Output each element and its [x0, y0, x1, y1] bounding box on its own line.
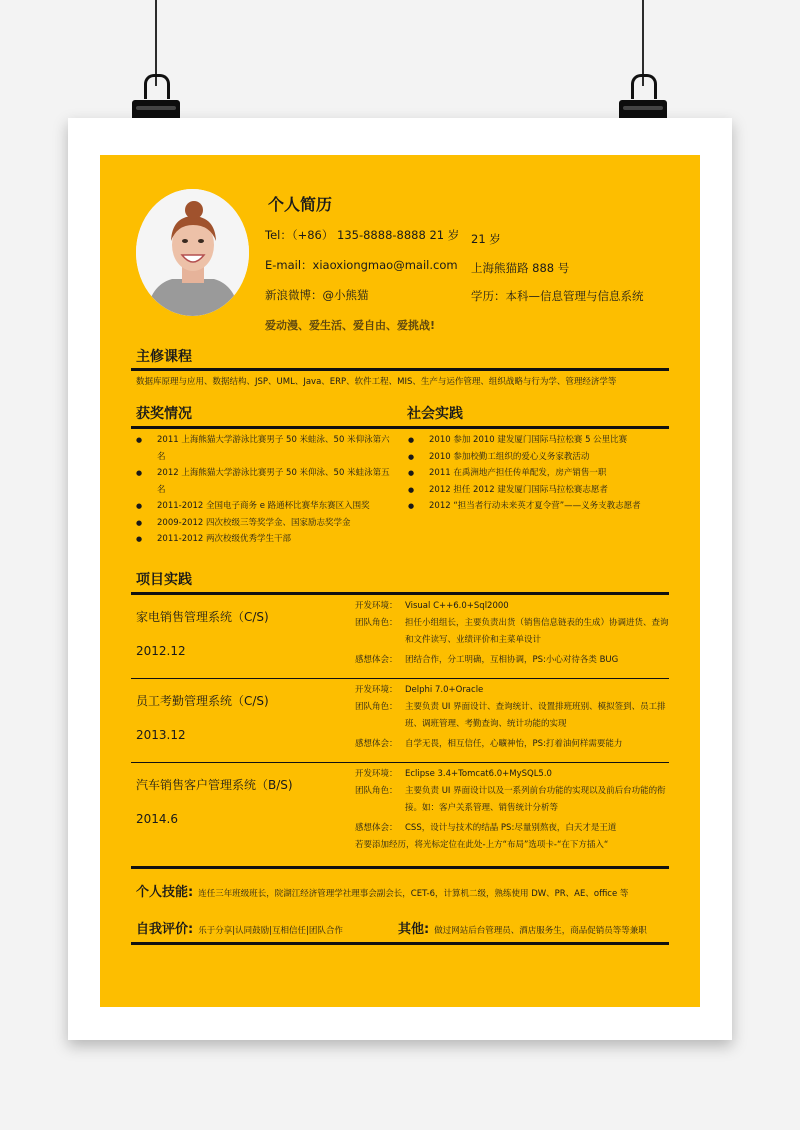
- list-item: ● 2011 上海熊猫大学游泳比赛男子 50 米蛙泳、50 米仰泳第六名: [136, 432, 396, 465]
- skills-text: 连任三年班级班长，院湖江经济管理学社理事会副会长，CET-6，计算机二级，熟练使用 DW、PR、AE、office 等: [198, 889, 629, 899]
- social-list: [408, 432, 670, 515]
- row-label: 感想体会：: [355, 823, 398, 833]
- self-eval-block: [136, 918, 343, 937]
- row-value: 自学无畏，相互信任，心曠神怡，PS:打着油何样需要能力: [405, 739, 623, 749]
- self-eval-text: 乐于分享|认同鼓励|互相信任|团队合作: [198, 926, 343, 936]
- awards-divider: [131, 426, 669, 429]
- projects-divider: [131, 592, 669, 595]
- project-row: [355, 820, 670, 837]
- awards-list: [136, 432, 396, 548]
- row-label: 开发环境：: [355, 601, 398, 611]
- project-date: 2012.12: [136, 644, 186, 658]
- row-value: Delphi 7.0+Oracle: [405, 685, 484, 695]
- other-text: 做过网站后台管理员、酒店服务生，商品促销员等等兼职: [434, 926, 647, 936]
- row-label: 开发环境：: [355, 769, 398, 779]
- list-item: ● 2012 上海熊猫大学游泳比赛男子 50 米仰泳、50 米蛙泳第五名: [136, 465, 396, 498]
- project-row: [355, 699, 670, 733]
- project-date: 2014.6: [136, 812, 178, 826]
- education-text: 学历：本科—信息管理与信息系统: [471, 289, 644, 303]
- row-value: CSS，设计与技术的结晶 PS:尽量别熬夜，白天才是王道: [405, 823, 617, 833]
- motto-text: 爱动漫、爱生活、爱自由、爱挑战!: [265, 319, 436, 332]
- project-extra-note: 若要添加经历，将光标定位在此处-上方“布局”选项卡-“在下方插入“: [355, 840, 609, 850]
- awards-heading: 获奖情况: [136, 406, 192, 422]
- social-heading: 社会实践: [407, 406, 463, 422]
- row-label: 开发环境：: [355, 685, 398, 695]
- row-label: 团队角色：: [355, 702, 398, 712]
- age-text: 21 岁: [471, 232, 501, 246]
- email-text: E-mail：xiaoxiongmao@mail.com: [265, 258, 458, 272]
- project-row: [355, 736, 670, 753]
- list-item: ● 2009-2012 四次校级三等奖学金、国家励志奖学金: [136, 515, 396, 532]
- project-row: [355, 783, 670, 817]
- project-date: 2013.12: [136, 728, 186, 742]
- row-value: 主要负责 UI 界面设计以及一系列前台功能的实现以及前后台功能的衔接。如：客户关系管理、销售统计分析等: [405, 786, 666, 813]
- address-text: 上海熊猫路 888 号: [471, 261, 570, 275]
- row-label: 团队角色：: [355, 618, 398, 628]
- project-row: [355, 682, 670, 699]
- skills-heading: 个人技能:: [136, 885, 194, 900]
- self-eval-heading: 自我评价:: [136, 922, 194, 937]
- list-item: ● 2012 “担当者行动未来英才夏令营”——义务支教志愿者: [408, 498, 670, 515]
- list-item: ● 2010 参加校勤工组织的爱心义务家教活动: [408, 449, 670, 466]
- list-item: ● 2011-2012 全国电子商务 e 路通杯比赛华东赛区入围奖: [136, 498, 396, 515]
- project-row: [355, 766, 670, 783]
- projects-bottom-divider: [131, 866, 669, 869]
- resume-title: 个人简历: [268, 195, 333, 214]
- courses-text: 数据库原理与应用、数据结构、JSP、UML、Java、ERP、软件工程、MIS、生产与运作管理、组织战略与行为学、管理经济学等: [136, 377, 617, 387]
- skills-block: [136, 881, 628, 900]
- other-block: [398, 918, 647, 937]
- courses-heading: 主修课程: [136, 349, 192, 365]
- project-row: [355, 598, 670, 615]
- row-label: 团队角色：: [355, 786, 398, 796]
- list-item: ● 2011 在禹洲地产担任传单配发，房产销售一职: [408, 465, 670, 482]
- tel-text: Tel：（+86） 135-8888-8888 21 岁: [265, 228, 460, 242]
- projects-heading: 项目实践: [136, 572, 192, 588]
- weibo-text: 新浪微博：@小熊猫: [265, 288, 369, 302]
- list-item: ● 2011-2012 两次校级优秀学生干部: [136, 531, 396, 548]
- row-value: Eclipse 3.4+Tomcat6.0+MySQL5.0: [405, 769, 552, 779]
- row-label: 感想体会：: [355, 739, 398, 749]
- courses-divider: [131, 368, 669, 371]
- list-item: ● 2012 担任 2012 建发厦门国际马拉松赛志愿者: [408, 482, 670, 499]
- profile-photo: [136, 189, 249, 316]
- row-value: 主要负责 UI 界面设计、查询统计、设置排班班别、模拟签到、员工排班、调班管理、考勤查询、统计功能的实现: [405, 702, 666, 729]
- row-label: 感想体会：: [355, 655, 398, 665]
- row-value: 团结合作，分工明确，互相协调，PS:小心对待各类 BUG: [405, 655, 619, 665]
- project-row: [355, 615, 670, 649]
- project-divider: [131, 762, 669, 763]
- project-row: [355, 652, 670, 669]
- project-name: 员工考勤管理系统（C/S): [136, 694, 269, 708]
- project-name: 汽车销售客户管理系统（B/S): [136, 778, 293, 792]
- row-value: 担任小组组长，主要负责出货（销售信息链表的生成）协调进货、查询和文件读写、业绩评价和主菜单设计: [405, 618, 669, 645]
- bottom-divider: [131, 942, 669, 945]
- project-divider: [131, 678, 669, 679]
- row-value: Visual C++6.0+Sql2000: [405, 601, 509, 611]
- list-item: ● 2010 参加 2010 建发厦门国际马拉松赛 5 公里比赛: [408, 432, 670, 449]
- other-heading: 其他:: [398, 922, 430, 937]
- project-name: 家电销售管理系统（C/S): [136, 610, 269, 624]
